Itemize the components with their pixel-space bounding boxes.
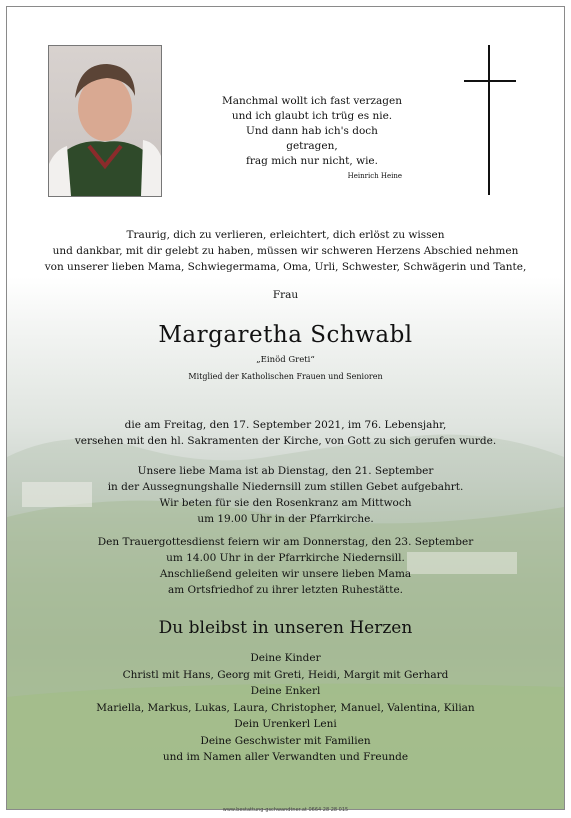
mourner-line: Deine Geschwister mit Familien: [200, 734, 371, 747]
viewing-line: Wir beten für sie den Rosenkranz am Mittwoch: [159, 497, 412, 509]
deceased-nickname: „Einöd Greti“: [256, 355, 315, 365]
mourner-line: Deine Enkerl: [250, 685, 321, 697]
death-line: die am Freitag, den 17. September 2021, im 76. Lebensjahr,: [124, 419, 447, 431]
portrait-photo: [48, 45, 162, 197]
viewing-line: um 19.00 Uhr in der Pfarrkirche.: [197, 513, 374, 525]
viewing-notice: [7, 463, 564, 527]
funeral-line: Den Trauergottesdienst feiern wir am Donnerstag, den 23. September: [97, 536, 474, 548]
cross-icon: [488, 45, 490, 195]
quote-line: Und dann hab ich's doch getragen,: [246, 125, 378, 152]
mourner-line: Christl mit Hans, Georg mit Greti, Heidi, Margit mit Gerhard: [122, 668, 449, 681]
deceased-name: Margaretha Schwabl: [158, 322, 413, 348]
funeral-line: um 14.00 Uhr in der Pfarrkirche Niedernsill.: [166, 552, 405, 564]
footer-contact: www.bestattung-gschwandtner.at 0664 28 28 015: [222, 807, 349, 813]
obituary-card: [6, 6, 565, 810]
mourner-line: und im Namen aller Verwandten und Freunde: [162, 751, 409, 763]
salutation: Frau: [272, 289, 299, 301]
death-notice: [7, 417, 564, 449]
funeral-line: am Ortsfriedhof zu ihrer letzten Ruhestätte.: [168, 584, 403, 596]
mourners-list: [7, 650, 564, 766]
quote-author: Heinrich Heine: [347, 172, 402, 180]
poem-quote: [222, 94, 402, 181]
death-line: versehen mit den hl. Sakramenten der Kirche, von Gott zu sich gerufen wurde.: [74, 435, 497, 447]
viewing-line: in der Aussegnungshalle Niedernsill zum stillen Gebet aufgebahrt.: [107, 481, 464, 493]
quote-line: Manchmal wollt ich fast verzagen: [222, 95, 402, 107]
intro-text: [7, 227, 564, 275]
funeral-line: Anschließend geleiten wir unsere lieben Mama: [159, 568, 412, 580]
intro-line: und dankbar, mit dir gelebt zu haben, müssen wir schweren Herzens Abschied nehmen: [52, 245, 519, 257]
intro-line: Traurig, dich zu verlieren, erleichtert, dich erlöst zu wissen: [126, 229, 445, 241]
viewing-line: Unsere liebe Mama ist ab Dienstag, den 21. September: [137, 465, 434, 477]
quote-line: und ich glaubt ich trüg es nie.: [231, 110, 393, 122]
quote-line: frag mich nur nicht, wie.: [246, 155, 378, 167]
closing-heading: Du bleibst in unseren Herzen: [158, 618, 413, 638]
deceased-membership: Mitglied der Katholischen Frauen und Senioren: [188, 372, 383, 381]
mourner-line: Dein Urenkerl Leni: [234, 718, 337, 730]
cross-icon-bar: [464, 80, 516, 82]
mourner-line: Deine Kinder: [250, 652, 321, 664]
mourner-line: Mariella, Markus, Lukas, Laura, Christopher, Manuel, Valentina, Kilian: [96, 701, 475, 714]
funeral-notice: [7, 534, 564, 598]
intro-line: von unserer lieben Mama, Schwiegermama, Oma, Urli, Schwester, Schwägerin und Tante,: [44, 261, 527, 273]
